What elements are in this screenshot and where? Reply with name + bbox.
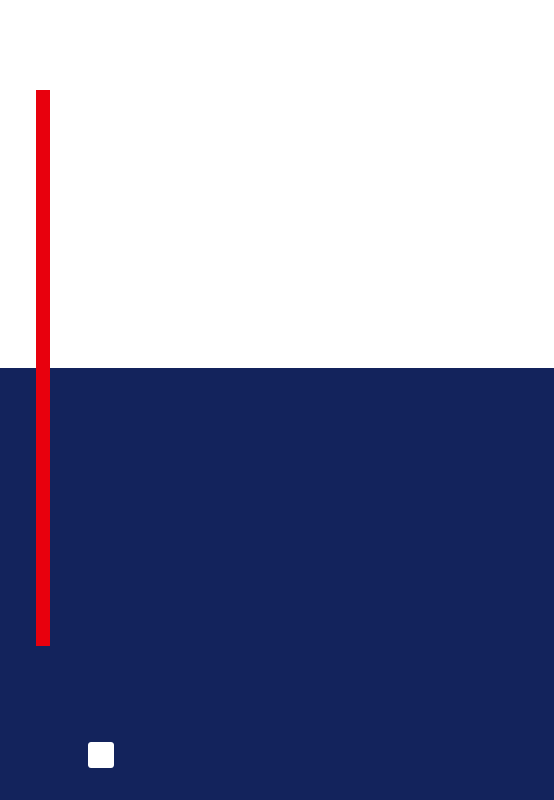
dot-pattern-bottom [0, 368, 554, 800]
red-accent-bar [36, 90, 50, 646]
google-scholar-icon [88, 742, 114, 768]
google-scholar-logo [88, 742, 118, 768]
dot-pattern-top [0, 0, 554, 368]
